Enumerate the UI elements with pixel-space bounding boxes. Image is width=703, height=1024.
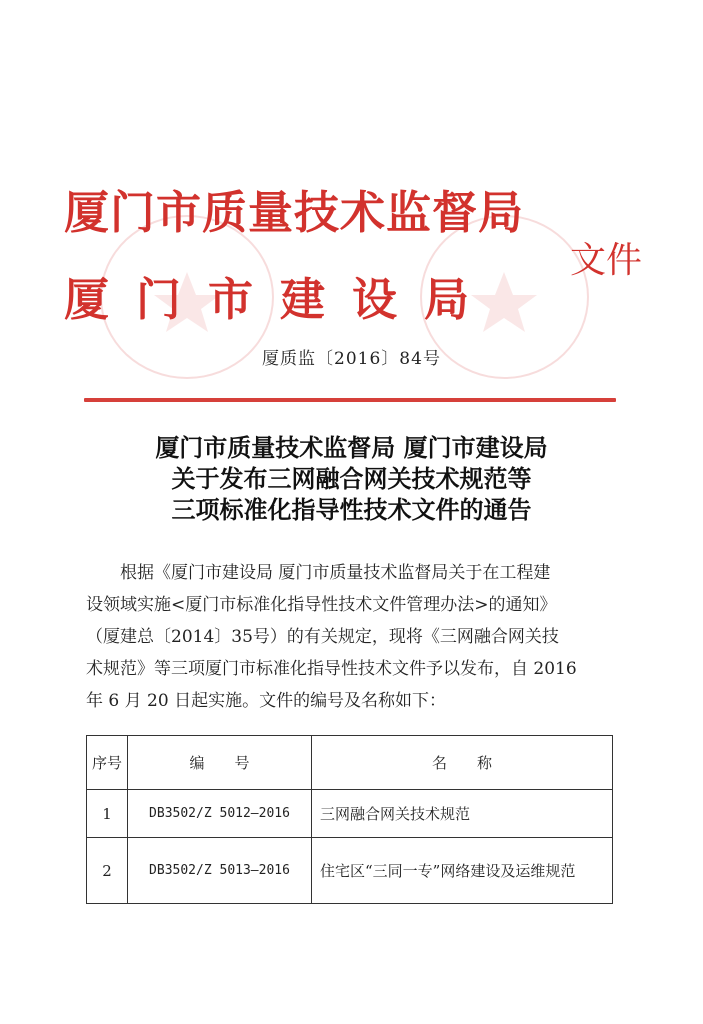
body-paragraph: [86, 557, 626, 717]
red-header: [0, 0, 703, 420]
row-name: 三网融合网关技术规范: [312, 790, 613, 838]
header-index: 序号: [87, 736, 128, 790]
standards-table: [86, 735, 613, 904]
body-line: 根据《厦门市建设局 厦门市质量技术监督局关于在工程建: [120, 563, 551, 583]
table-header-row: [87, 736, 613, 790]
row-index: 2: [87, 838, 128, 904]
body-line: 设领域实施<厦门市标准化指导性技术文件管理办法>的通知》: [86, 595, 557, 615]
row-code: DB3502/Z 5012—2016: [128, 790, 312, 838]
header-code: 编 号: [128, 736, 312, 790]
body-line: 年 6 月 20 日起实施。文件的编号及名称如下：: [86, 691, 447, 711]
row-index: 1: [87, 790, 128, 838]
issuer-line-1: 厦门市质量技术监督局: [64, 186, 525, 239]
title-line-1: 厦门市质量技术监督局 厦门市建设局: [155, 433, 548, 462]
header-name: 名 称: [312, 736, 613, 790]
row-name: 住宅区“三同一专”网络建设及运维规范: [312, 838, 613, 904]
doc-suffix: 文件: [570, 240, 643, 281]
notice-title: [0, 432, 703, 525]
table-row: [87, 838, 613, 904]
body-line: 术规范》等三项厦门市标准化指导性技术文件予以发布，自 2016: [86, 659, 577, 679]
red-divider: [84, 398, 616, 402]
row-code: DB3502/Z 5013—2016: [128, 838, 312, 904]
table-row: [87, 790, 613, 838]
document-number: 厦质监〔2016〕84号: [262, 349, 441, 369]
issuer-line-2: 厦门市建设局: [64, 273, 497, 326]
body-line: （厦建总〔2014〕35号）的有关规定，现将《三网融合网关技: [86, 627, 559, 647]
title-line-3: 三项标准化指导性技术文件的通告: [171, 495, 532, 524]
title-line-2: 关于发布三网融合网关技术规范等: [171, 464, 532, 493]
